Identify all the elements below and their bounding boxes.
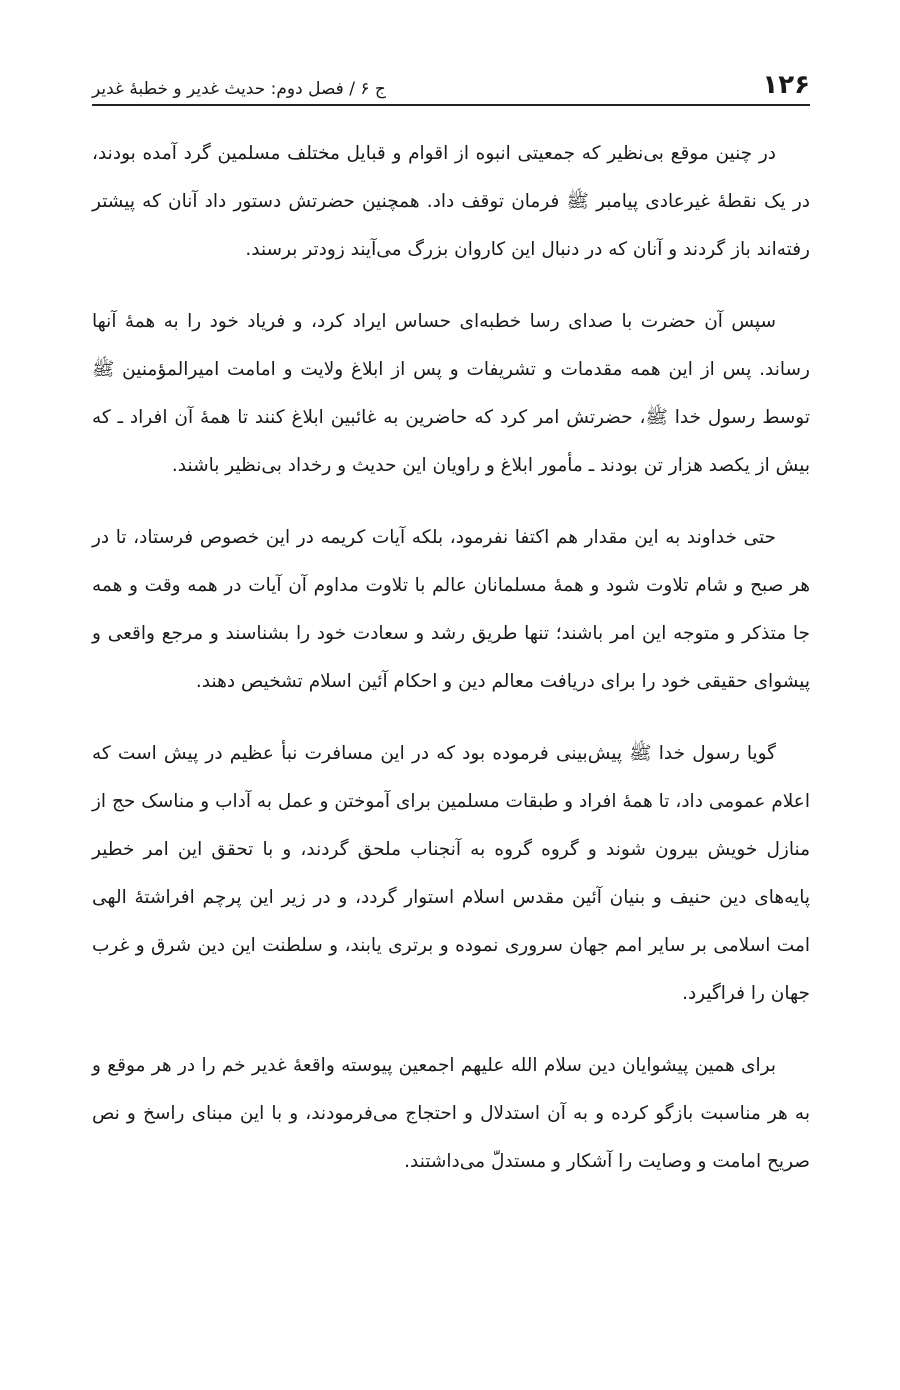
paragraph-1: در چنین موقع بی‌نظیر که جمعیتی انبوه از اقوام و قبایل مختلف مسلمین گرد آمده بودند، در یک نقطهٔ غیرعادی پیامبر ﷺ فرمان توقف داد. همچنین حضرتش دستور داد آنان که پیشتر رفته‌اند باز گردند و آنان که در دنبال این کاروان بزرگ می‌آیند زودتر برسند. xyxy=(92,143,810,260)
page-number: ۱۲۶ xyxy=(762,70,810,100)
page-body xyxy=(92,130,810,1186)
book-page xyxy=(92,60,810,1210)
paragraph-3: حتی خداوند به این مقدار هم اکتفا نفرمود، بلکه آیات کریمه در این خصوص فرستاد، تا در هر صبح و شام تلاوت شود و همهٔ مسلمانان عالم با تلاوت مداوم آن آیات در همه وقت و همه جا متذکر و متوجه این امر باشند؛ تنها طریق رشد و سعادت خود را بشناسند و مرجع واقعی و پیشوای حقیقی خود را برای دریافت معالم دین و احکام آئین اسلام تشخیص دهند. xyxy=(92,527,810,692)
running-title: ج ۶ / فصل دوم: حدیث غدیر و خطبهٔ غدیر xyxy=(92,79,386,99)
paragraph-5: برای همین پیشوایان دین سلام الله علیهم اجمعین پیوسته واقعهٔ غدیر خم را در هر موقع و به هر مناسبت بازگو کرده و به آن استدلال و احتجاج می‌فرمودند، و با این مبنای راسخ و نص صریح امامت و وصایت را آشکار و مستدلّ می‌داشتند. xyxy=(92,1055,810,1172)
paragraph-2: سپس آن حضرت با صدای رسا خطبه‌ای حساس ایراد کرد، و فریاد خود را به همهٔ آنها رساند. پس از این همه مقدمات و تشریفات و پس از ابلاغ ولایت و امامت امیرالمؤمنین ﷺ توسط رسول خدا ﷺ، حضرتش امر کرد که حاضرین به غائبین ابلاغ کنند تا همهٔ آن افراد ـ که بیش از یکصد هزار تن بودند ـ مأمور ابلاغ و راویان این حدیث و رخداد بی‌نظیر باشند. xyxy=(92,311,810,476)
paragraph-4: گویا رسول خدا ﷺ پیش‌بینی فرموده بود که در این مسافرت نبأ عظیم در پیش است که اعلام عمومی داد، تا همهٔ افراد و طبقات مسلمین برای آموختن و عمل به آداب و مناسک حج از منازل خویش بیرون شوند و گروه گروه به آنجناب ملحق گردند، و با تحقق این امر خطیر پایه‌های دین حنیف و بنیان آئین مقدس اسلام استوار گردد، و در زیر این پرچم افراشتهٔ الهی امت اسلامی بر سایر امم جهان سروری نموده و برتری یابند، و سلطنت این دین شرق و غرب جهان را فراگیرد. xyxy=(92,743,810,1004)
page-header xyxy=(92,60,810,106)
